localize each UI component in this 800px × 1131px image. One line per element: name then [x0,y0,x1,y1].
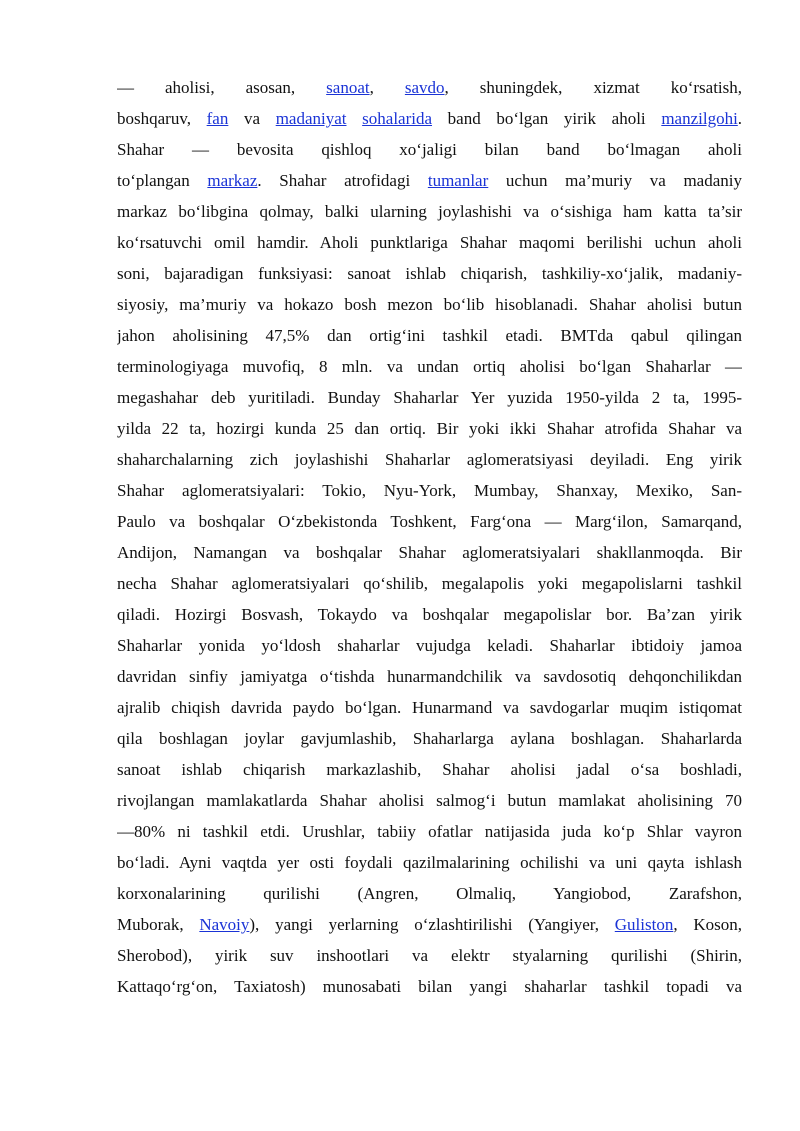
text-line [117,878,742,909]
text-line [117,692,742,723]
text-line [117,351,742,382]
hyperlink[interactable]: tumanlar [427,171,489,190]
text-line [117,661,742,692]
text-run: soni, bajaradigan funksiyasi: sanoat ishlab chiqarish, tashkiliy-xo‘jalik, madaniy- [117,264,742,283]
hyperlink[interactable]: markaz [207,171,258,190]
text-run: va [228,109,276,128]
text-run: . Shahar atrofidagi [257,171,428,190]
text-line [117,103,742,134]
text-line [117,537,742,568]
text-run: sanoat ishlab chiqarish markazlashib, Shahar aholisi jadal o‘sa boshladi, [117,760,742,779]
text-run: necha Shahar aglomeratsiyalari qo‘shilib, megalapolis yoki megapolislarni tashkil [117,574,742,593]
text-line [117,258,742,289]
text-run: — aholisi, asosan, [117,78,327,97]
text-line [117,785,742,816]
text-run: Shahar aglomeratsiyalari: Tokio, Nyu-York, Mumbay, Shanxay, Mexiko, San- [117,481,742,500]
text-line [117,506,742,537]
text-line [117,754,742,785]
text-line [117,723,742,754]
text-line [117,909,742,940]
text-line [117,289,742,320]
text-run: Muborak, [117,915,200,934]
text-line [117,847,742,878]
text-line [117,444,742,475]
text-run: Paulo va boshqalar O‘zbekistonda Toshkent, Farg‘ona — Marg‘ilon, Samarqand, [117,512,742,531]
text-line [117,568,742,599]
text-run: , [369,78,405,97]
text-run: , shuningdek, xizmat ko‘rsatish, [444,78,742,97]
text-line [117,134,742,165]
text-run: ajralib chiqish davrida paydo bo‘lgan. Hunarmand va savdogarlar muqim istiqomat [117,698,742,717]
text-run: shaharchalarning zich joylashishi Shaharlar aglomeratsiyasi deyiladi. Eng yirik [117,450,742,469]
text-run: to‘plangan [117,171,208,190]
text-line [117,630,742,661]
text-line [117,165,742,196]
text-run: boshqaruv, [117,109,207,128]
hyperlink[interactable]: Guliston [614,915,674,934]
hyperlink[interactable]: sanoat [326,78,370,97]
text-run: band bo‘lgan yirik aholi [432,109,662,128]
text-run: markaz bo‘libgina qolmay, balki ularning joylashishi va o‘sishiga ham katta ta’sir [117,202,742,221]
text-run: Kattaqo‘rg‘on, Taxiatosh) munosabati bilan yangi shaharlar tashkil topadi va [117,977,742,996]
text-run: jahon aholisining 47,5% dan ortig‘ini tashkil etadi. BMTda qabul qilingan [117,326,742,345]
text-line [117,971,742,1002]
text-run: uchun ma’muriy va madaniy [488,171,742,190]
text-line [117,72,742,103]
text-run: siyosiy, ma’muriy va hokazo bosh mezon bo‘lib hisoblanadi. Shahar aholisi butun [117,295,742,314]
text-run: korxonalarining qurilishi (Angren, Olmaliq, Yangiobod, Zarafshon, [117,884,742,903]
text-line [117,382,742,413]
hyperlink[interactable]: sohalarida [362,109,433,128]
text-run: Shaharlar yonida yo‘ldosh shaharlar vujudga keladi. Shaharlar ibtidoiy jamoa [117,636,742,655]
text-run: rivojlangan mamlakatlarda Shahar aholisi salmog‘i butun mamlakat aholisining 70 [117,791,742,810]
text-run: , Koson, [673,915,742,934]
text-run: Sherobod), yirik suv inshootlari va elektr styalarning qurilishi (Shirin, [117,946,742,965]
text-run [347,109,363,128]
hyperlink[interactable]: savdo [404,78,445,97]
hyperlink[interactable]: Navoiy [199,915,250,934]
text-run: bo‘ladi. Ayni vaqtda yer osti foydali qazilmalarining ochilishi va uni qayta ishlash [117,853,742,872]
text-line [117,599,742,630]
text-run: Andijon, Namangan va boshqalar Shahar aglomeratsiyalari shakllanmoqda. Bir [117,543,742,562]
text-line [117,940,742,971]
text-run: yilda 22 ta, hozirgi kunda 25 dan ortiq. Bir yoki ikki Shahar atrofida Shahar va [117,419,742,438]
text-line [117,413,742,444]
text-run: . [737,109,742,128]
hyperlink[interactable]: fan [206,109,229,128]
text-line [117,475,742,506]
text-run: qila boshlagan joylar gavjumlashib, Shaharlarga aylana boshlagan. Shaharlarda [117,729,742,748]
text-line [117,227,742,258]
text-run: megashahar deb yuritiladi. Bunday Shaharlar Yer yuzida 1950-yilda 2 ta, 1995- [117,388,742,407]
hyperlink[interactable]: madaniyat [275,109,347,128]
text-line [117,320,742,351]
document-body [117,72,742,1002]
text-run: ko‘rsatuvchi omil hamdir. Aholi punktlariga Shahar maqomi berilishi uchun aholi [117,233,742,252]
text-line [117,816,742,847]
text-line [117,196,742,227]
text-run: terminologiyaga muvofiq, 8 mln. va undan ortiq aholisi bo‘lgan Shaharlar — [117,357,742,376]
text-run: —80% ni tashkil etdi. Urushlar, tabiiy ofatlar natijasida juda ko‘p Shlar vayron [117,822,742,841]
text-run: qiladi. Hozirgi Bosvash, Tokaydo va boshqalar megapolislar bor. Ba’zan yirik [117,605,742,624]
text-run: davridan sinfiy jamiyatga o‘tishda hunarmandchilik va savdosotiq dehqonchilikdan [117,667,742,686]
text-run: ), yangi yerlarning o‘zlashtirilishi (Yangiyer, [249,915,615,934]
hyperlink[interactable]: manzilgohi [661,109,738,128]
text-run: Shahar — bevosita qishloq xo‘jaligi bilan band bo‘lmagan aholi [117,140,742,159]
